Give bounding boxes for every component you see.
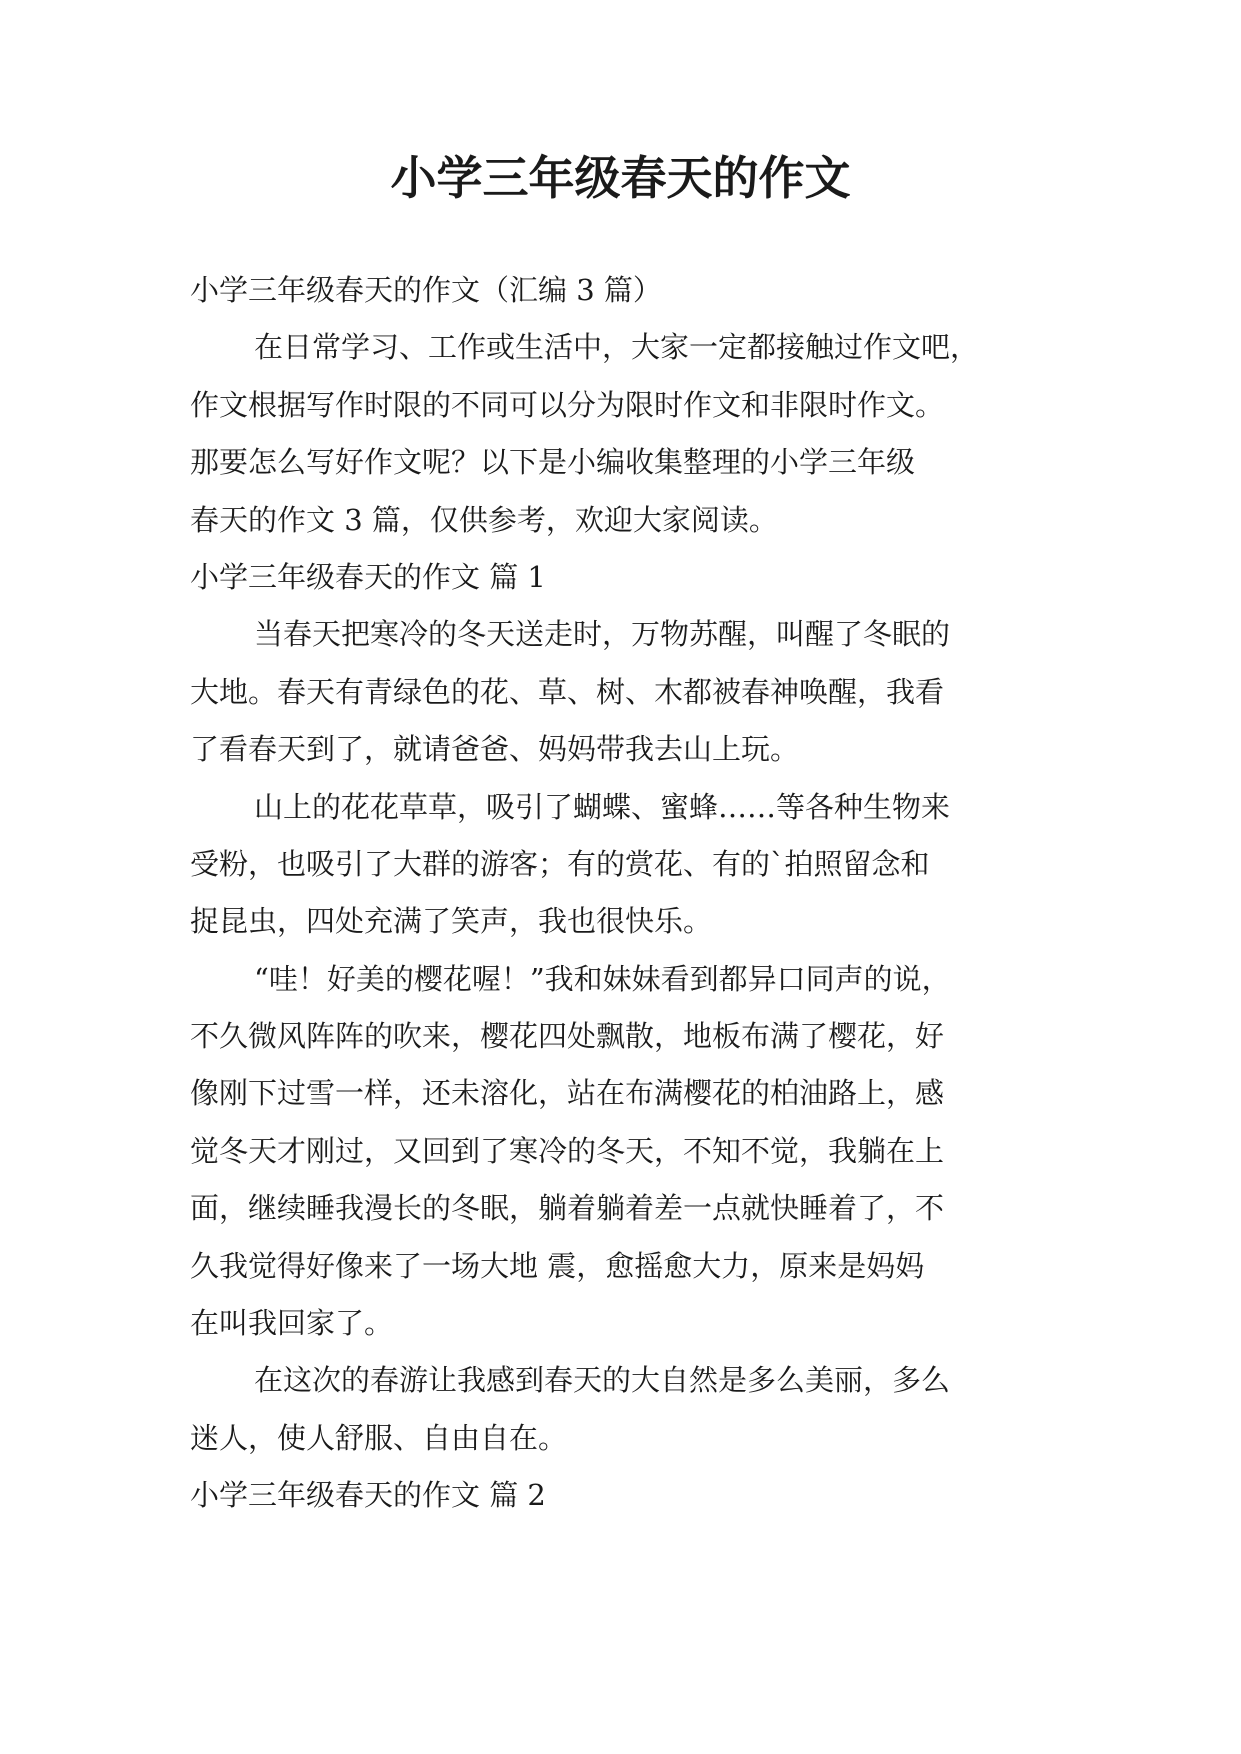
paragraph-line: 迷人，使人舒服、自由自在。 [190,1420,568,1455]
paragraph-line: 在叫我回家了。 [190,1306,394,1341]
document-title: 小学三年级春天的作文 [390,151,851,205]
paragraph-line: 作文根据写作时限的不同可以分为限时作文和非限时作文。 [190,387,945,422]
paragraph-line: 受粉，也吸引了大群的游客；有的赏花、有的`拍照留念和 [190,846,930,881]
paragraph-line: 那要怎么写好作文呢？以下是小编收集整理的小学三年级 [190,445,916,480]
section-heading-2: 小学三年级春天的作文 篇 2 [190,1478,546,1513]
paragraph-line: 当春天把寒冷的冬天送走时，万物苏醒，叫醒了冬眠的 [254,617,951,652]
paragraph-line: 面，继续睡我漫长的冬眠，躺着躺着差一点就快睡着了，不 [190,1191,945,1226]
paragraph-line: 在这次的春游让我感到春天的大自然是多么美丽，多么 [254,1363,951,1398]
paragraph-line: 了看春天到了，就请爸爸、妈妈带我去山上玩。 [190,732,800,767]
doc-subtitle: 小学三年级春天的作文（汇编 3 篇） [190,273,662,307]
paragraph-line: 春天的作文 3 篇，仅供参考，欢迎大家阅读。 [190,502,778,537]
paragraph-line: 在日常学习、工作或生活中，大家一定都接触过作文吧， [254,330,980,365]
paragraph-line: 不久微风阵阵的吹来，樱花四处飘散，地板布满了樱花，好 [190,1019,945,1054]
paragraph-line: 山上的花花草草，吸引了蝴蝶、蜜蜂……等各种生物来 [254,789,951,824]
paragraph-line: 捉昆虫，四处充满了笑声，我也很快乐。 [190,904,713,939]
paragraph-line: 觉冬天才刚过，又回到了寒冷的冬天，不知不觉，我躺在上 [190,1133,945,1168]
section-heading-1: 小学三年级春天的作文 篇 1 [190,559,546,594]
paragraph-line: 大地。春天有青绿色的花、草、树、木都被春神唤醒，我看 [190,674,945,709]
paragraph-line: “哇！好美的樱花喔！”我和妹妹看到都异口同声的说， [254,961,951,996]
paragraph-line: 像刚下过雪一样，还未溶化，站在布满樱花的柏油路上，感 [190,1076,945,1111]
document-body [190,262,1070,1525]
paragraph-line: 久我觉得好像来了一场大地 震，愈摇愈大力，原来是妈妈 [190,1248,925,1283]
